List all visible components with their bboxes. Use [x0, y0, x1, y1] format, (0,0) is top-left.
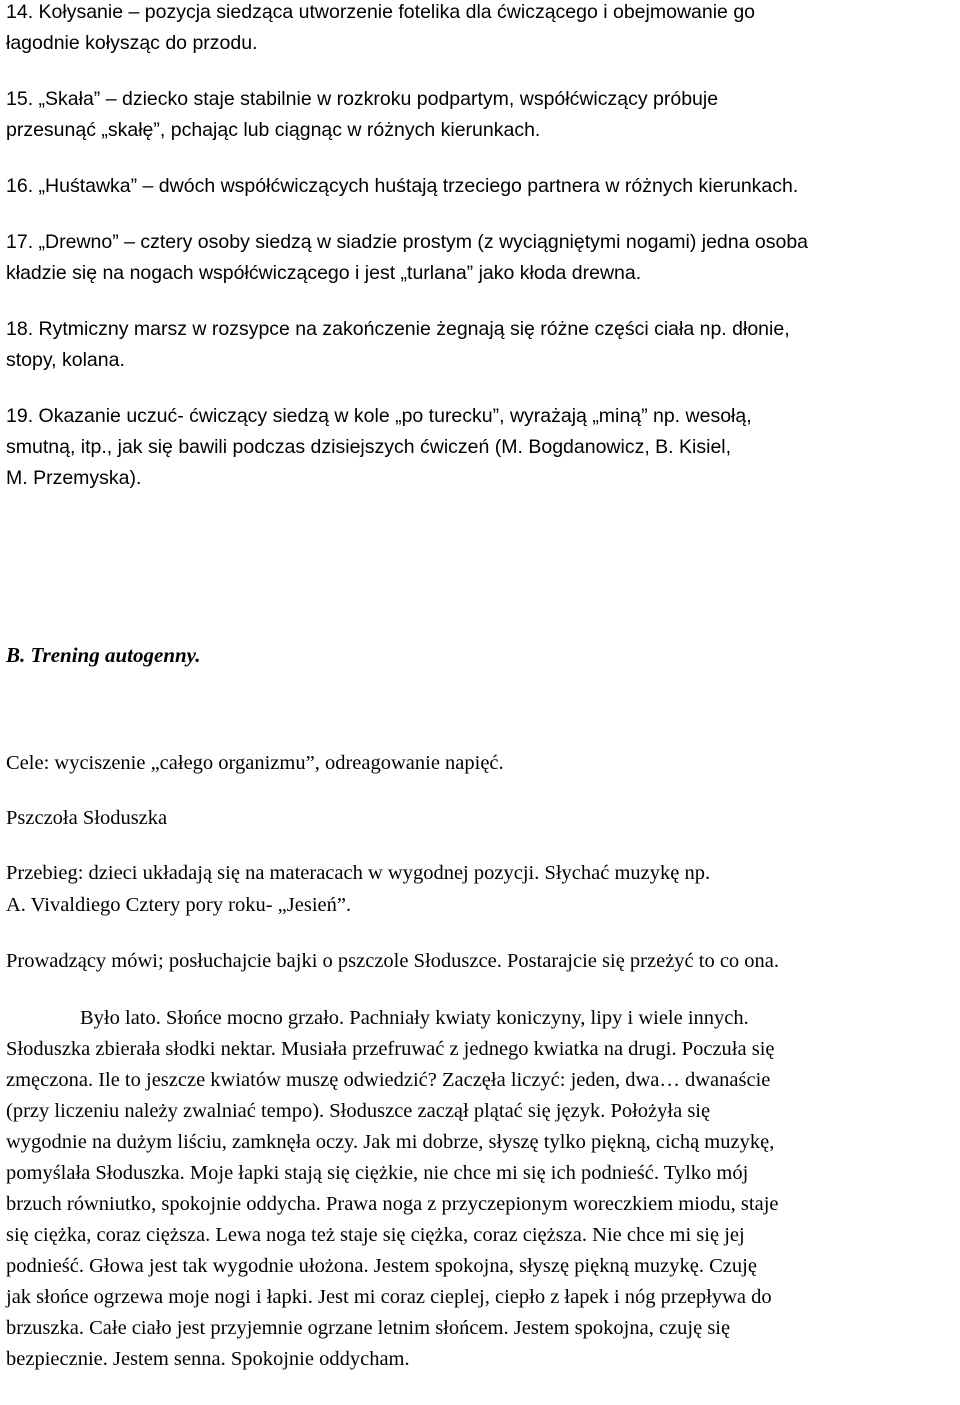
item-19-line-1: 19. Okazanie uczuć- ćwiczący siedzą w kole „po turecku”, wyrażają „miną” np. wesołą,	[6, 405, 752, 427]
item-17-line-2: kładzie się na nogach współćwiczącego i jest „turlana” jako kłoda drewna.	[6, 262, 642, 284]
item-19-line-3: M. Przemyska).	[6, 467, 142, 489]
item-18-line-2: stopy, kolana.	[6, 349, 125, 371]
section-heading: B. Trening autogenny.	[6, 643, 201, 667]
item-18-line-1: 18. Rytmiczny marsz w rozsypce na zakończenie żegnają się różne części ciała np. dłonie,	[6, 318, 790, 340]
story-line-4: (przy liczeniu należy zwalniać tempo). Słoduszce zaczął plątać się język. Położyła się	[6, 1100, 711, 1122]
goals-line: Cele: wyciszenie „całego organizmu”, odreagowanie napięć.	[6, 752, 504, 774]
story-line-3: zmęczona. Ile to jeszcze kwiatów muszę odwiedzić? Zaczęła liczyć: jeden, dwa… dwanaście	[6, 1069, 771, 1091]
item-14-line-1: 14. Kołysanie – pozycja siedząca utworzenie fotelika dla ćwiczącego i obejmowanie go	[6, 1, 756, 23]
story-line-12: bezpiecznie. Jestem senna. Spokojnie oddycham.	[6, 1348, 410, 1370]
item-19-line-2: smutną, itp., jak się bawili podczas dzisiejszych ćwiczeń (M. Bogdanowicz, B. Kisiel,	[6, 436, 732, 458]
story-line-2: Słoduszka zbierała słodki nektar. Musiała przefruwać z jednego kwiatka na drugi. Poczuła się	[6, 1038, 775, 1060]
leader-line: Prowadzący mówi; posłuchajcie bajki o pszczole Słoduszce. Postarajcie się przeżyć to co ona.	[6, 950, 780, 972]
story-line-8: się ciężka, coraz cięższa. Lewa noga też staje się ciężka, coraz cięższa. Nie chce mi się jej	[6, 1224, 745, 1246]
procedure-line-2: A. Vivaldiego Cztery pory roku- „Jesień”.	[6, 894, 352, 916]
story-line-10: jak słońce ogrzewa moje nogi i łapki. Jest mi coraz cieplej, ciepło z łapek i nóg przepływa do	[6, 1286, 772, 1308]
story-line-1: Było lato. Słońce mocno grzało. Pachniały kwiaty koniczyny, lipy i wiele innych.	[80, 1007, 749, 1029]
item-14-line-2: łagodnie kołysząc do przodu.	[6, 32, 258, 54]
item-16-line-1: 16. „Huśtawka” – dwóch współćwiczących huśtają trzeciego partnera w różnych kierunkach.	[6, 175, 799, 197]
story-line-11: brzuszka. Całe ciało jest przyjemnie ogrzane letnim słońcem. Jestem spokojna, czuję się	[6, 1317, 731, 1339]
story-title: Pszczoła Słoduszka	[6, 807, 168, 829]
item-17-line-1: 17. „Drewno” – cztery osoby siedzą w siadzie prostym (z wyciągniętymi nogami) jedna osoba	[6, 231, 809, 253]
story-line-7: brzuch równiutko, spokojnie oddycha. Prawa noga z przyczepionym woreczkiem miodu, staje	[6, 1193, 779, 1215]
procedure-line-1: Przebieg: dzieci układają się na materacach w wygodnej pozycji. Słychać muzykę np.	[6, 862, 711, 884]
item-15-line-2: przesunąć „skałę”, pchając lub ciągnąc w różnych kierunkach.	[6, 119, 541, 141]
item-15-line-1: 15. „Skała” – dziecko staje stabilnie w rozkroku podpartym, współćwiczący próbuje	[6, 88, 719, 110]
story-line-5: wygodnie na dużym liściu, zamknęła oczy. Jak mi dobrze, słyszę tylko piękną, cichą muzykę,	[6, 1131, 775, 1153]
story-line-9: podnieść. Głowa jest tak wygodnie ułożona. Jestem spokojna, słyszę piękną muzykę. Czuję	[6, 1255, 757, 1277]
story-line-6: pomyślała Słoduszka. Moje łapki stają się ciężkie, nie chce mi się ich podnieść. Tylko mój	[6, 1162, 749, 1184]
